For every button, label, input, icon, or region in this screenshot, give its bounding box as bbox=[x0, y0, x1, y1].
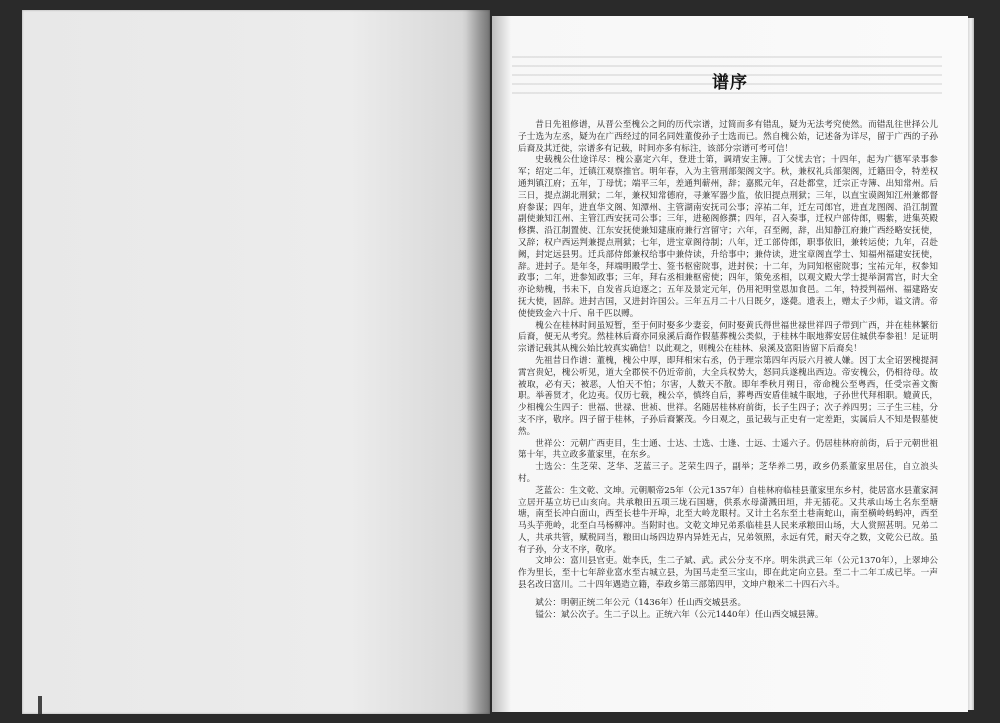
paragraph: 史载槐公仕途详尽：槐公嘉定六年，登进士第，调靖安主簿。丁父忧去官；十四年，起为广德军录事参军；绍定二年，迁镇江观察推官。明年春，入为主管刑部架阁文字。秋，兼权礼兵部架阁，迁籍田令，特差权通判镇江府；五年，丁母忧；端平三年，差通判蕲州，辞；嘉熙元年，召赴都堂，迁宗正寺簿、出知常州。后三日，提点湖北刑狱；二年，兼权知常德府，寻兼军器少监，依旧提点刑狱；三年，以直宝谟阁知江州兼都督府参谋；四年，进直华文阁、知潭州、主管湖南安抚司公事；淳祐二年，迁左司郎官，进直龙图阁、沿江制置副使兼知江州、主管江西安抚司公事；三年，进秘阁修撰；四年，召入奏事，迁权户部侍郎，赐紫，进集英殿修撰、沿江制置使、江东安抚使兼知建康府兼行宫留守；六年，召至阙，辞，出知静江府兼广西经略安抚使，又辞；权户西运判兼提点刑狱；七年，进宝章阁待制；八年，迁工部侍郎，职事依旧，兼转运使；九年，召赴阙，封定远县男。迁兵部侍郎兼权给事中兼侍读，升给事中；兼侍读，进宝章阁直学士、知福州福建安抚使，辞。进封子。是年冬，拜端明殿学士、签书枢密院事，进封侯；十二年，为同知枢密院事；宝祐元年，权参知政事；二年，进参知政事；三年，拜右丞相兼枢密使；四年，策免丞相，以观文殿大学士提举洞霄宫，时大全亦论劾槐，书未下，自发省兵迫逐之；五年及景定元年，仍用祀明堂恩加食邑。二年，特授判福州、福建路安抚大使，固辞。进封吉国，又进封许国公。三年五月二十八日既夕，遂薨。遗表上，赠太子少师，谥文清。帝使使致金六十斤、帛千匹以赙。 bbox=[518, 155, 938, 319]
paragraph: 芝蓝公：生文乾、文坤。元朝顺帝25年（公元1357年）自桂林府临桂县董家里东乡村，徙居富水县董家洞立居开基立坊已山亥向。共承粮田五项三垅石国塘，供系水母潇溅田垣，井无插花。又共承山场土名东至塘塘，南至长冲白面山，西至长巷牛开埠，北至大岭龙眼村。又计土名东至土巷南蛇山，南至横岭蚂蚂冲，西至马头芋蔸岭，北至白马杨柳冲。当附时也。文乾文坤兄弟系临桂县人民来承粮田山场，大人赏照甚明。兄弟二人，共承共管，赋税同当，粮田山场四边界内异姓无占，兄弟领照，永远有凭，耐天夺之数，文乾公已故。虽有子孙，分支不序，敬序。 bbox=[518, 485, 938, 555]
spine-shadow bbox=[466, 10, 490, 714]
left-blank-page bbox=[22, 10, 490, 714]
paragraph: 斌公：明朝正统二年公元（1436年）任山西交城县丞。 bbox=[535, 597, 747, 608]
paragraph: 昔日先祖修谱，从晋公至槐公之间的历代宗谱，过简而多有错乱，疑为无法考究使然。而错乱往世择公儿子士选为左丞，疑为在广西经过的同名同姓董俊孙子士选而已。然自槐公始，记述备为详尽，留于广西的子孙后裔及其迁徙，宗谱多有记载，时间亦多有标注，该部分宗谱可考可信！ bbox=[518, 120, 938, 154]
page-corner-mark bbox=[38, 696, 42, 714]
paragraph: 镒公：斌公次子。生二子以上。正统六年（公元1440年）任山西交城县簿。 bbox=[535, 609, 824, 620]
page-stack-edge bbox=[968, 18, 974, 710]
page-title: 谱序 bbox=[712, 73, 748, 93]
right-text-page bbox=[492, 16, 968, 712]
paragraph: 世祥公：元朝广西吏目，生士通、士达、士选、士逢、士远、士遥六子。仍居桂林府前街，后于元朝世祖第十年，共立政多董家里，在东乡。 bbox=[518, 438, 938, 461]
open-book bbox=[22, 10, 972, 714]
paragraph: 士选公：生芝荣、芝华、芝蓝三子。芝荣生四子，副举；芝华养二男，政乡仍系董家里居住，自立浪头村。 bbox=[518, 462, 938, 484]
paragraph: 文坤公：富川县官吏。妣李氏，生二子斌、武。武公分支不序。明朱洪武三年（公元1370年），上翠坤公作为里长，至十七年辞业富水至古城立县，为国马走至三宝山，即在此定向立县。至二十二年工成已毕。一声县名改曰富川。二十四年遇造立籍，奉政乡第三部第四甲，文坤户粮米二十四石六斗。 bbox=[518, 556, 938, 591]
paragraph: 槐公在桂林时间虽短暂，至于何时娶多少妻妾，何时娶黄氏得世福世禄世祥四子带到广西，并在桂林繁衍后裔，便无从考究。然桂林后裔亦同泉溪后裔作假墓葬槐公类似，于桂林牛眠地葬安居住城供奉参祖！足证明宗谱记载其从槐公始比较真实确信！以此观之，则槐公在桂林、泉溪及富阳皆留下后裔矣！ bbox=[518, 320, 938, 355]
paragraph: 先祖昔日作谱：董槐，槐公中厚，即拜相宋右丞，仍于理宗第四年丙辰六月被人嫌。因丁太全诏罢槐提洞霄宫贵妃，槐公听见，道大全郡侯不仍近帝前，大全兵权势大，怒同兵遂槐出西边。帝安槐公，仍相待母。故被取，必有天；被恶，人怕天不怕；尔害，人数天不散。即年季秋月朔日，帝命槐公至粤西，任受宗善文衡职。举善贤才，化边夷。仅历七载，槐公卒，慎终自后，葬粤西安盾佳城牛眠地，子孙世代拜相职。媲黄氏，少相槐公生四子：世福、世禄、世祯、世祥。名随居桂林府前街，长子生四子；次子养四男；三子生三桂，分支不序，敬序。四子留于桂林，子孙后裔繁茂。今日观之，虽记载与正史有一定差距，实属后人不知是假墓使然。 bbox=[518, 355, 938, 437]
preface-body bbox=[518, 120, 938, 621]
